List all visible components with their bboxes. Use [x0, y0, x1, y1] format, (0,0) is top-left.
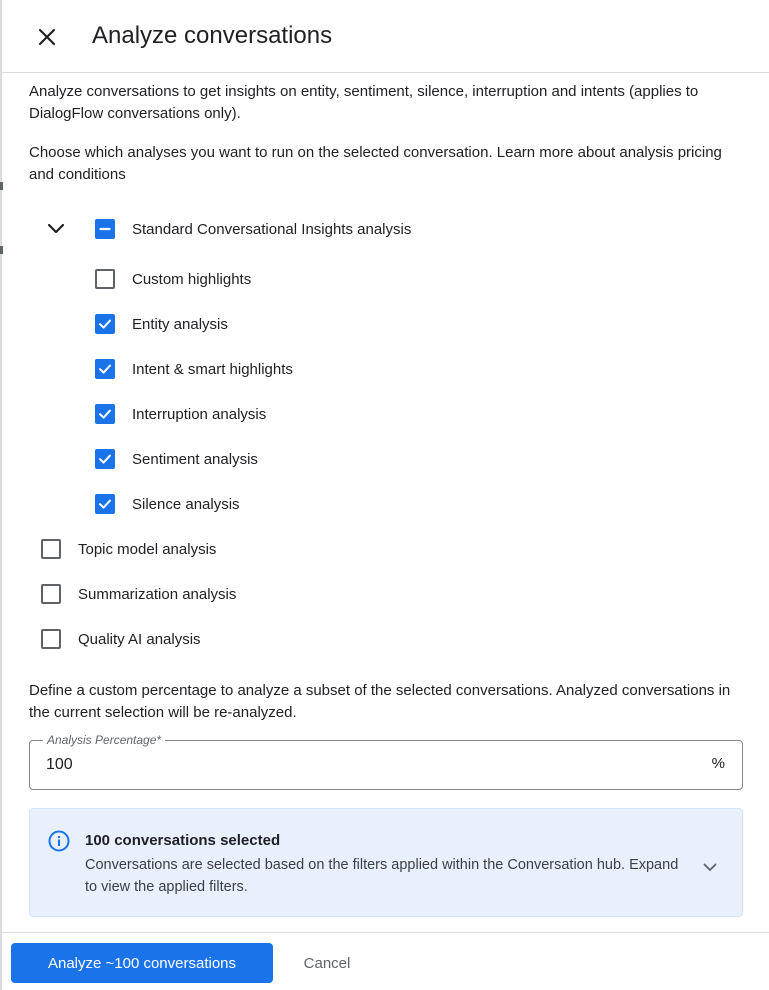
- topic-model-row[interactable]: [41, 536, 216, 562]
- custom-highlights-label: Custom highlights: [132, 270, 252, 288]
- topic-model-label: Topic model analysis: [78, 540, 217, 558]
- entity-analysis-checkbox[interactable]: [95, 314, 115, 334]
- check-icon: [98, 452, 112, 466]
- indeterminate-icon: [98, 222, 112, 236]
- sentiment-analysis-row[interactable]: [95, 446, 258, 472]
- choose-analyses-text: Choose which analyses you want to run on the selected conversation. Learn more about analysis pricing and conditions: [29, 144, 722, 183]
- intent-highlights-checkbox[interactable]: [95, 359, 115, 379]
- cancel-button[interactable]: Cancel: [289, 943, 365, 983]
- close-button[interactable]: [32, 22, 62, 52]
- check-icon: [98, 317, 112, 331]
- check-icon: [98, 362, 112, 376]
- selection-info-panel: [29, 808, 743, 917]
- dialog-title: Analyze conversations: [92, 22, 333, 49]
- custom-highlights-checkbox[interactable]: [95, 269, 115, 289]
- left-edge-divider: [0, 0, 2, 990]
- interruption-analysis-row[interactable]: [95, 401, 266, 427]
- summarization-checkbox[interactable]: [41, 584, 61, 604]
- silence-analysis-checkbox[interactable]: [95, 494, 115, 514]
- topic-model-checkbox[interactable]: [41, 539, 61, 559]
- close-icon: [38, 28, 56, 46]
- silence-analysis-row[interactable]: [95, 491, 240, 517]
- standard-analysis-label: Standard Conversational Insights analysis: [132, 220, 412, 238]
- intro-description: Analyze conversations to get insights on entity, sentiment, silence, interruption and intents (applies to DialogFlow conversations only).: [29, 83, 699, 122]
- percent-suffix: %: [711, 755, 725, 772]
- percentage-description: Define a custom percentage to analyze a subset of the selected conversations. Analyzed conversations in the current selection will be re-analyzed.: [29, 682, 731, 721]
- quality-ai-row[interactable]: [41, 626, 201, 652]
- dialog-footer: [0, 932, 769, 990]
- sentiment-analysis-checkbox[interactable]: [95, 449, 115, 469]
- check-icon: [98, 407, 112, 421]
- quality-ai-checkbox[interactable]: [41, 629, 61, 649]
- silence-analysis-label: Silence analysis: [132, 495, 240, 513]
- entity-analysis-label: Entity analysis: [132, 315, 228, 333]
- summarization-row[interactable]: [41, 581, 236, 607]
- intent-highlights-label: Intent & smart highlights: [132, 360, 293, 378]
- quality-ai-label: Quality AI analysis: [78, 630, 201, 648]
- analysis-percentage-label: Analysis Percentage*: [43, 732, 165, 748]
- check-icon: [98, 497, 112, 511]
- interruption-analysis-checkbox[interactable]: [95, 404, 115, 424]
- interruption-analysis-label: Interruption analysis: [132, 405, 267, 423]
- resize-handle-mark: [0, 246, 3, 254]
- analysis-percentage-field[interactable]: [29, 733, 743, 790]
- entity-analysis-row[interactable]: [95, 311, 228, 337]
- resize-handle-mark: [0, 182, 3, 190]
- chevron-down-icon: [703, 863, 717, 872]
- info-icon: [47, 829, 71, 853]
- expand-standard-button[interactable]: [44, 217, 68, 241]
- analyze-button[interactable]: Analyze ~100 conversations: [11, 943, 273, 983]
- chevron-down-icon: [47, 223, 65, 235]
- intent-highlights-row[interactable]: [95, 356, 293, 382]
- summarization-label: Summarization analysis: [78, 585, 237, 603]
- expand-filters-button[interactable]: [698, 855, 722, 879]
- info-text: Conversations are selected based on the filters applied within the Conversation hub. Expand to view the applied filters.: [85, 857, 679, 895]
- analysis-percentage-input[interactable]: [46, 754, 686, 776]
- standard-analysis-row[interactable]: [95, 216, 411, 242]
- info-title: 100 conversations selected: [85, 832, 281, 849]
- dialog-header: [0, 0, 769, 73]
- sentiment-analysis-label: Sentiment analysis: [132, 450, 258, 468]
- standard-analysis-checkbox[interactable]: [95, 219, 115, 239]
- custom-highlights-row[interactable]: [95, 266, 251, 292]
